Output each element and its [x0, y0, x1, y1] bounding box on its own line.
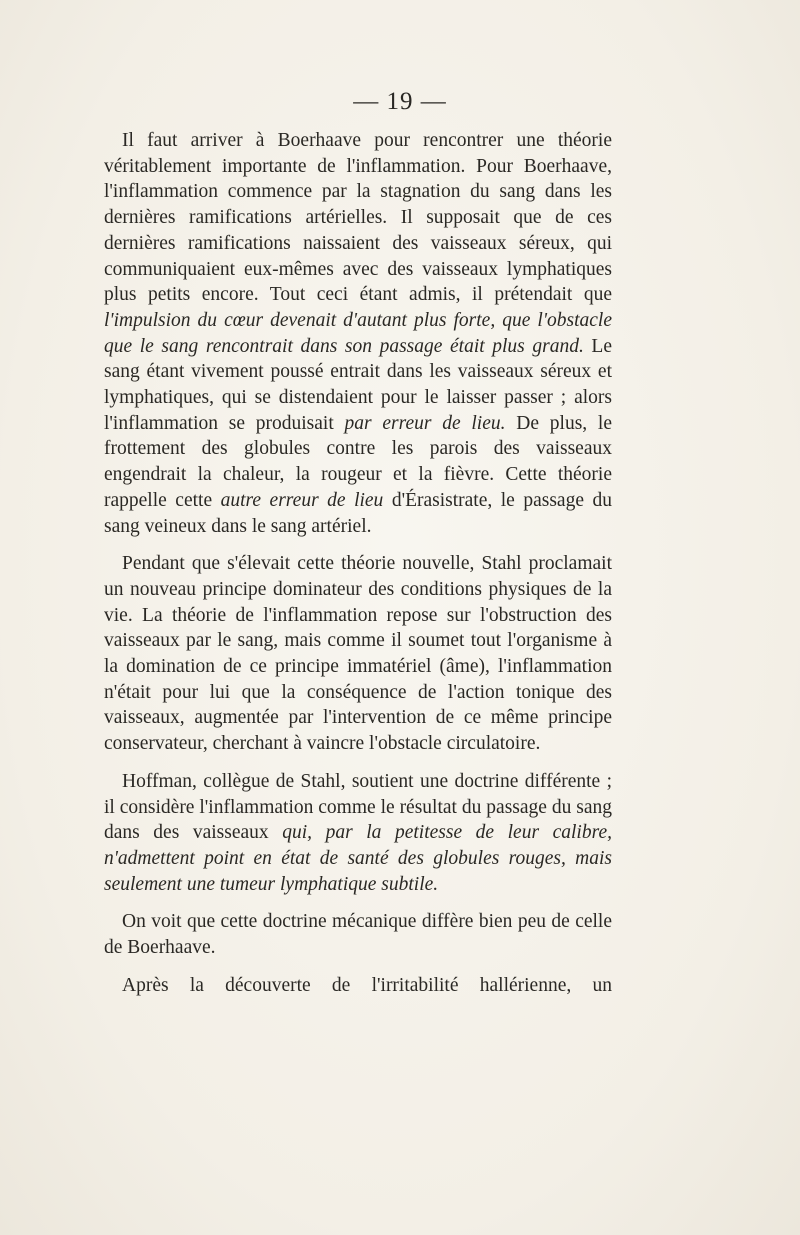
text-run: Il faut arriver à Boerhaave pour rencontrer une théorie véritablement importante de l'inflammation. Pour Boerhaave, l'inflammation commence par la stagnation du sang dans les dernières ramifications artérielles. Il supposait que de ces dernières ramifications naissaient des vaisseaux séreux, qui communiquaient eux-mêmes avec des vaisseaux lymphatiques plus petits encore. Tout ceci étant admis, il prétendait que	[104, 130, 612, 306]
paragraph	[104, 769, 612, 898]
page-number: — 19 —	[353, 88, 447, 115]
text-run: De plus, le frottement des globules contre les parois des vaisseaux engendrait la chaleur, la rougeur et la fièvre. Cette théorie rappelle cette	[104, 412, 612, 511]
text-run: d'Érasistrate, le passage du sang veineux dans le sang artériel.	[104, 489, 612, 537]
paragraph	[104, 551, 612, 757]
paragraph	[104, 909, 612, 960]
body-text	[104, 128, 612, 999]
text-run: Le sang étant vivement poussé entrait dans les vaisseaux séreux et lymphatiques, qui se distendaient pour le laisser passer ; alors l'inflammation se produisait	[104, 335, 612, 434]
italic-text: l'impulsion du cœur devenait d'autant plus forte, que l'obstacle que le sang rencontrait dans son passage était plus grand.	[104, 309, 612, 357]
italic-text: qui, par la petitesse de leur calibre, n'admettent point en état de santé des globules rouges, mais seulement une tumeur lymphatique subtile.	[104, 822, 612, 895]
paragraph	[104, 128, 612, 539]
text-run: Hoffman, collègue de Stahl, soutient une doctrine différente ; il considère l'inflammation comme le résultat du passage du sang dans des vaisseaux	[104, 770, 612, 844]
italic-text: autre erreur de lieu	[220, 489, 384, 511]
paragraph	[104, 973, 612, 999]
italic-text: par erreur de lieu.	[344, 412, 506, 434]
text-run: Après la découverte de l'irritabilité hallérienne, un	[122, 974, 612, 996]
text-run: Pendant que s'élevait cette théorie nouvelle, Stahl proclamait un nouveau principe dominateur des conditions physiques de la vie. La théorie de l'inflammation repose sur l'obstruction des vaisseaux par le sang, mais comme il soumet tout l'organisme à la domination de ce principe immatériel (âme), l'inflammation n'était pour lui que la conséquence de l'action tonique des vaisseaux, augmentée par l'intervention de ce même principe conservateur, cherchant à vaincre l'obstacle circulatoire.	[104, 553, 612, 755]
text-run: On voit que cette doctrine mécanique diffère bien peu de celle de Boerhaave.	[104, 911, 612, 959]
